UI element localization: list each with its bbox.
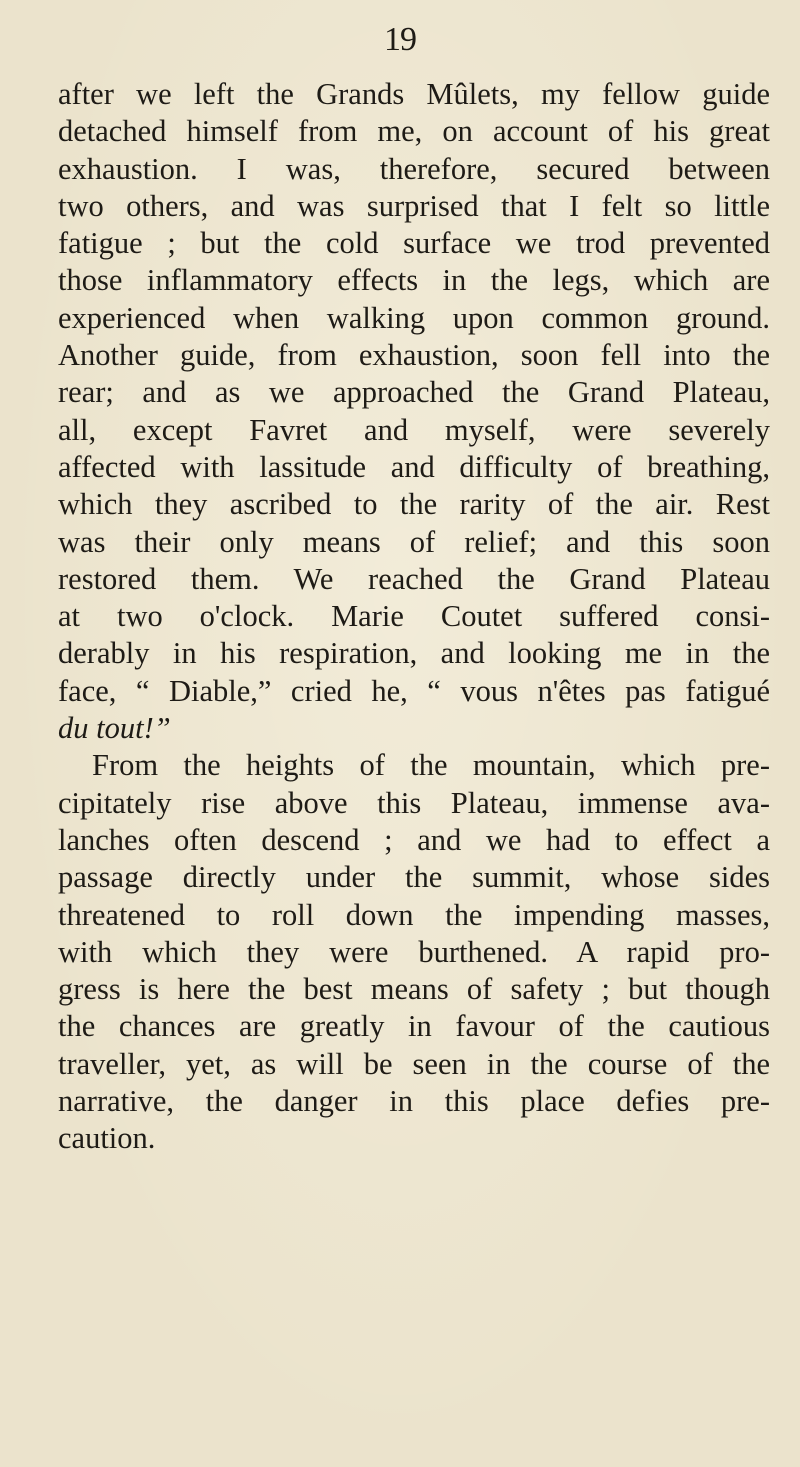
text-line: restored them. We reached the Grand Plateau	[58, 561, 770, 596]
text-line: was their only means of relief; and this soon	[58, 524, 770, 559]
text-line: du tout!”	[58, 711, 171, 746]
body-text	[58, 76, 770, 1158]
text-line: caution.	[58, 1121, 156, 1156]
text-line: after we left the Grands Mûlets, my fellow guide	[58, 77, 770, 111]
text-line: fatigue ; but the cold surface we trod prevented	[58, 226, 770, 261]
text-line: those inflammatory effects in the legs, which are	[58, 263, 770, 298]
text-line: derably in his respiration, and looking me in the	[58, 636, 770, 671]
text-line: experienced when walking upon common ground.	[58, 300, 770, 335]
text-line: narrative, the danger in this place defies pre-	[58, 1084, 770, 1119]
text-line: Another guide, from exhaustion, soon fell into the	[58, 338, 770, 373]
text-line: traveller, yet, as will be seen in the course of the	[58, 1046, 770, 1081]
page-number: 19	[384, 21, 416, 58]
text-line: rear; and as we approached the Grand Plateau,	[58, 375, 770, 410]
text-line: lanches often descend ; and we had to effect a	[58, 822, 770, 857]
text-line: detached himself from me, on account of his great	[58, 114, 770, 149]
text-line: two others, and was surprised that I felt so little	[58, 188, 770, 223]
text-line: at two o'clock. Marie Coutet suffered consi-	[58, 599, 770, 634]
text-line: face, “ Diable,” cried he, “ vous n'êtes pas fatigué	[58, 673, 770, 708]
text-line: with which they were burthened. A rapid pro-	[58, 934, 770, 969]
text-line: affected with lassitude and difficulty of breathing,	[58, 449, 770, 484]
text-line: threatened to roll down the impending masses,	[58, 897, 770, 932]
text-line: From the heights of the mountain, which pre-	[92, 748, 770, 783]
text-line: passage directly under the summit, whose sides	[58, 860, 770, 895]
text-line: the chances are greatly in favour of the cautious	[58, 1009, 770, 1044]
text-line: gress is here the best means of safety ; but though	[58, 972, 770, 1007]
text-line: exhaustion. I was, therefore, secured between	[58, 151, 770, 186]
text-line: which they ascribed to the rarity of the air. Rest	[58, 487, 770, 522]
text-line: cipitately rise above this Plateau, immense ava-	[58, 785, 770, 820]
text-line: all, except Favret and myself, were severely	[58, 412, 770, 447]
